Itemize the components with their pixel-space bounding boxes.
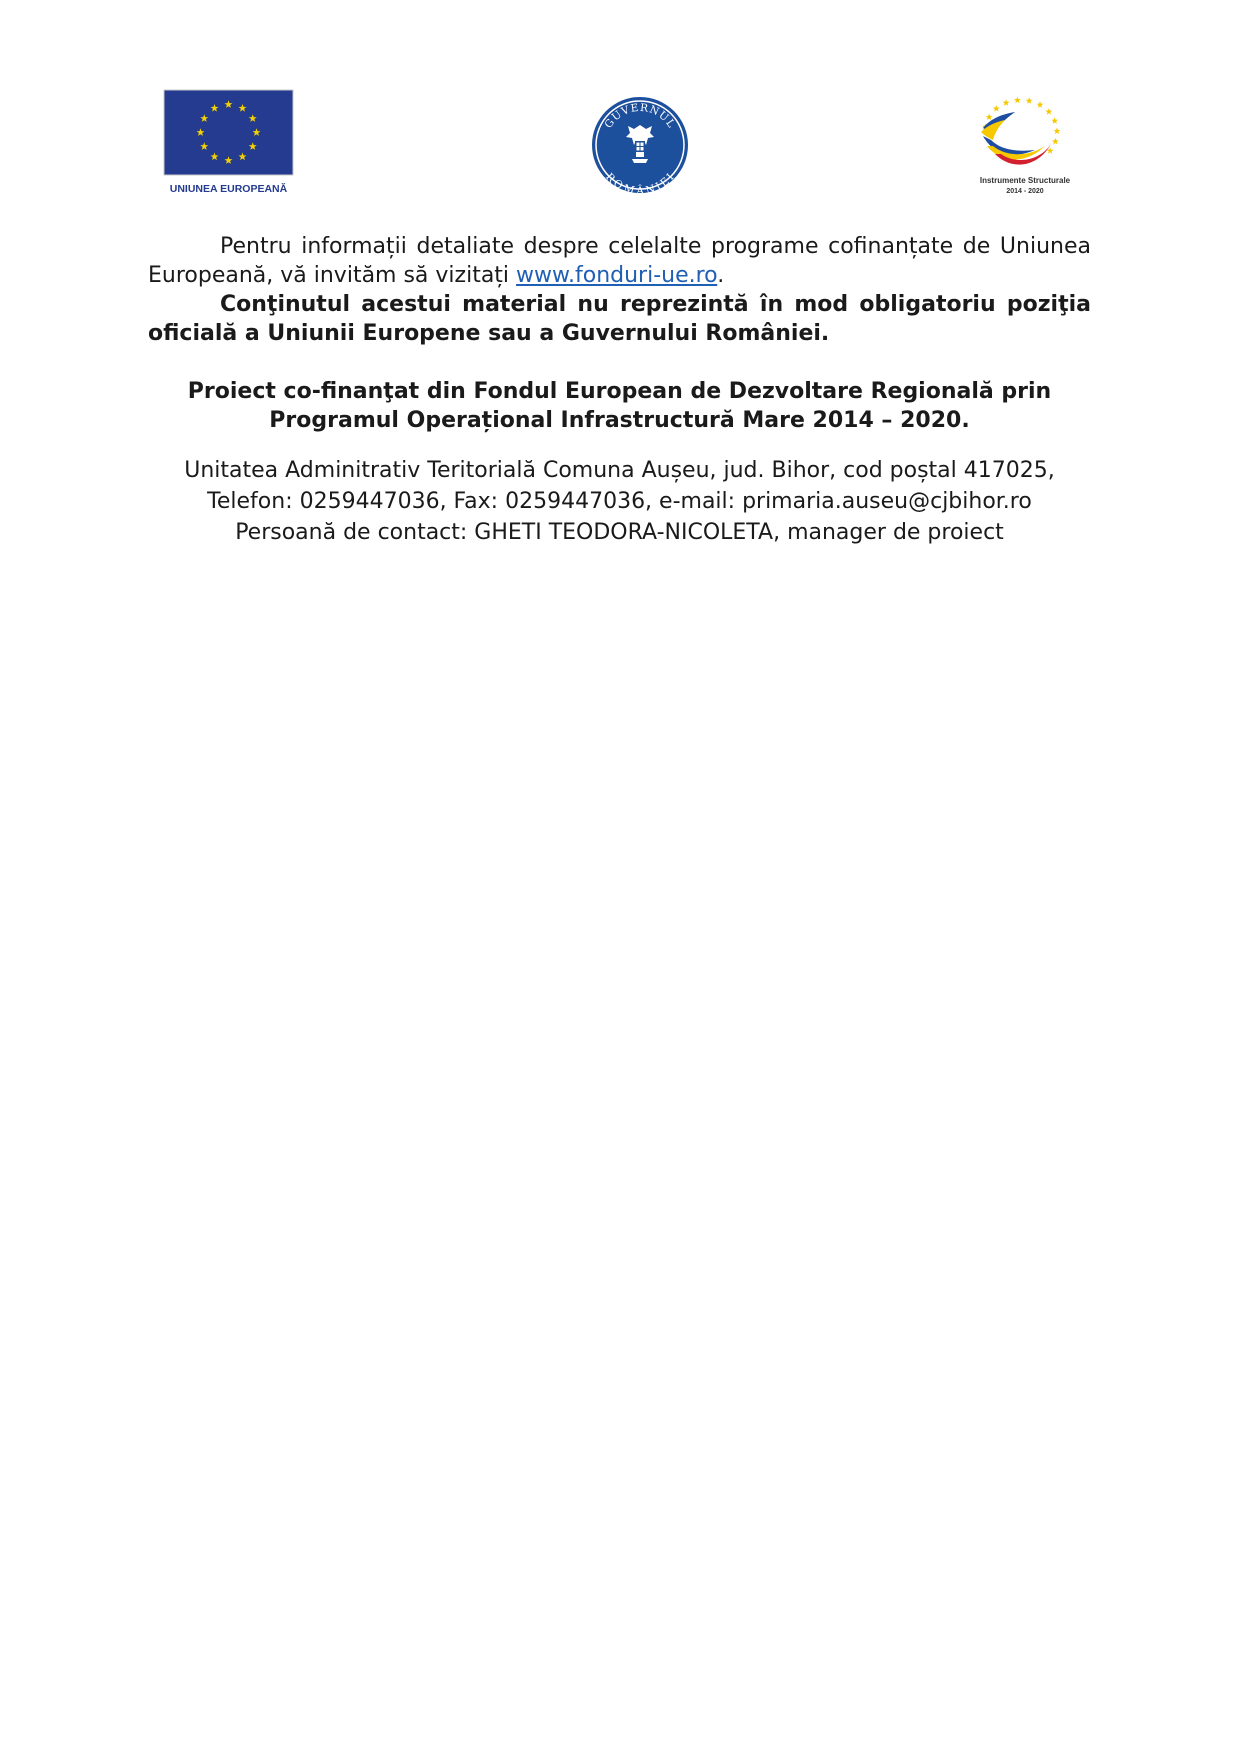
instrumente-structurale-logo (965, 88, 1085, 200)
fonduri-ue-link[interactable]: www.fonduri-ue.ro (516, 263, 718, 288)
is-star-icon (1054, 127, 1061, 134)
eu-logo-caption: UNIUNEA EUROPEANĂ (169, 183, 288, 195)
is-star-icon (993, 105, 1000, 112)
is-star-icon (986, 113, 993, 120)
contact-person: Persoană de contact: GHETI TEODORA-NICOLETA, manager de proiect (235, 520, 1004, 545)
info-text-end: . (717, 263, 725, 288)
contact-block (148, 455, 1091, 548)
is-star-icon (1051, 117, 1058, 124)
contact-address: Unitatea Adminitrativ Teritorială Comuna Aușeu, jud. Bihor, cod poștal 417025, (184, 458, 1055, 483)
disclaimer-paragraph (148, 290, 1091, 348)
government-logo (590, 95, 690, 195)
is-star-icon (1037, 101, 1044, 108)
is-star-icon (1003, 99, 1010, 106)
info-text: Pentru informații detaliate despre celelalte programe cofinanțate de Uniunea Europeană, vă invităm să vizitați (148, 234, 1091, 288)
instrumente-structurale-years: 2014 - 2020 (1006, 188, 1044, 195)
eu-logo (163, 89, 294, 197)
is-star-icon (1052, 138, 1059, 145)
is-star-icon (1014, 97, 1021, 104)
is-star-icon (1047, 147, 1054, 154)
instrumente-structurale-caption: Instrumente Structurale (979, 176, 1071, 185)
project-financing-paragraph (148, 377, 1091, 435)
government-logo-bottom-text: ROMÂNIEI (603, 170, 678, 195)
disclaimer-text: Conţinutul acestui material nu reprezintă în mod obligatoriu poziţia oficială a Uniunii Europene sau a Guvernului României. (148, 292, 1091, 346)
project-financing-text: Proiect co-finanţat din Fondul European de Dezvoltare Regională prin Programul Operațional Infrastructură Mare 2014 – 2020. (187, 379, 1052, 433)
government-logo-top-text: GUVERNUL (602, 101, 678, 131)
contact-phone-email: Telefon: 0259447036, Fax: 0259447036, e-mail: primaria.auseu@cjbihor.ro (207, 489, 1032, 514)
is-star-icon (1026, 97, 1033, 104)
info-paragraph (148, 232, 1091, 290)
is-star-icon (1045, 108, 1052, 115)
